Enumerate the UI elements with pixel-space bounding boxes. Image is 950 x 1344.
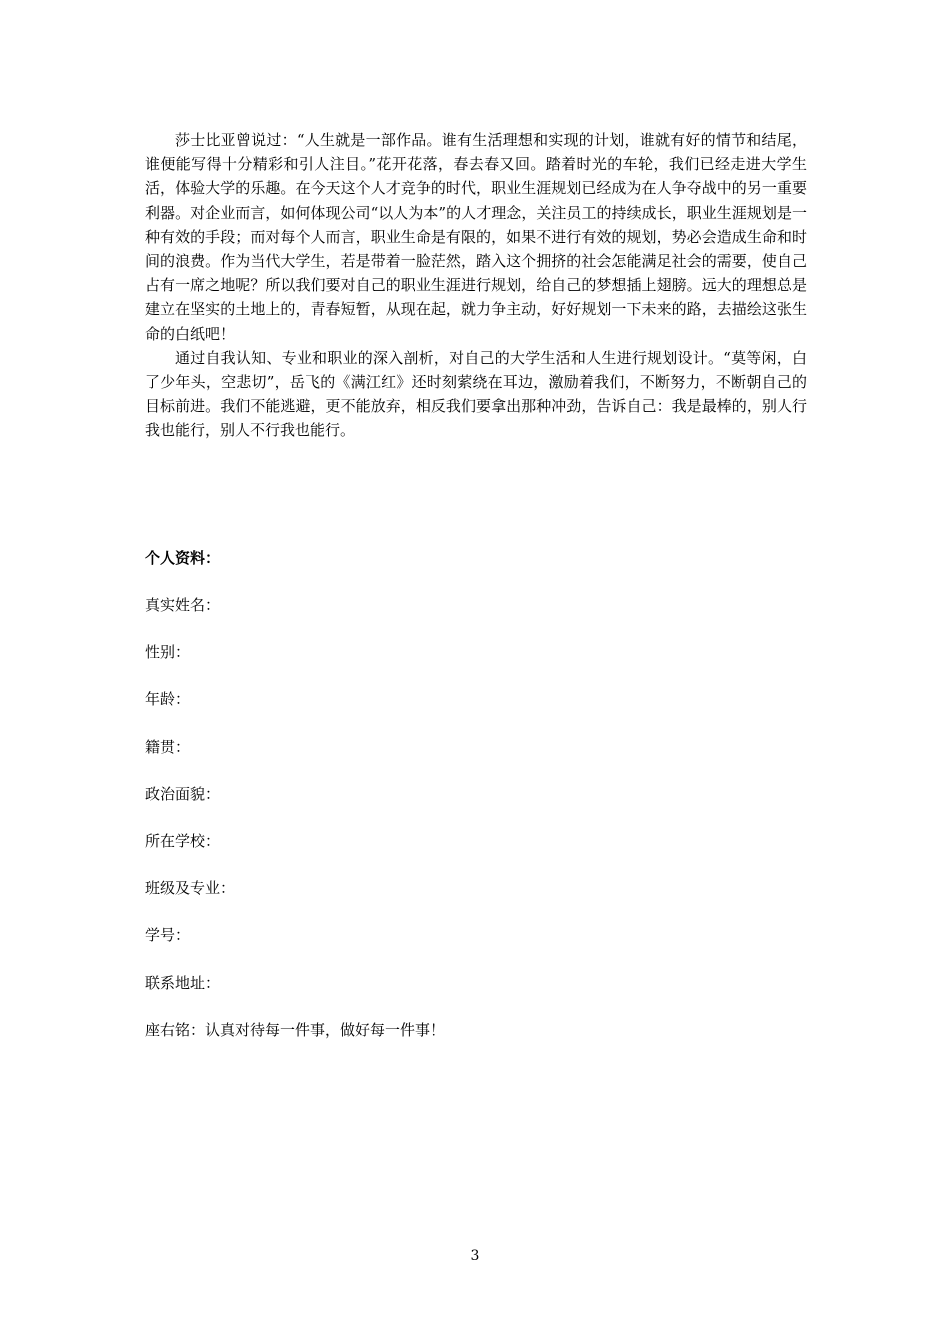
field-native-place: 籍贯： [145, 737, 191, 756]
field-motto: 座右铭：认真对待每一件事，做好每一件事！ [145, 1020, 446, 1039]
field-address: 联系地址： [145, 973, 221, 992]
field-age: 年龄： [145, 690, 191, 709]
page-number: 3 [470, 1248, 480, 1264]
field-student-id: 学号： [145, 926, 191, 945]
field-political-status: 政治面貌： [145, 784, 221, 803]
paragraph-2: 通过自我认知、专业和职业的深入剖析，对自己的大学生活和人生进行规划设计。“莫等闲，白了少年头，空悲切”，岳飞的《满江红》还时刻萦绕在耳边，激励着我们，不断努力，不断朝自己的目标前进。我们不能逃避，更不能放弃，相反我们要拿出那种冲劲，告诉自己：我是最棒的，别人行我也能行，别人不行我也能行。 [145, 348, 807, 440]
field-class-major: 班级及专业： [145, 879, 236, 898]
personal-profile-section [145, 547, 807, 1066]
field-school: 所在学校： [145, 831, 221, 850]
field-real-name: 真实姓名： [145, 596, 221, 614]
intro-text [145, 128, 807, 443]
paragraph-1: 莎士比亚曾说过：“人生就是一部作品。谁有生活理想和实现的计划，谁就有好的情节和结尾，谁便能写得十分精彩和引人注目。”花开花落，春去春又回。踏着时光的车轮，我们已经走进大学生活，体验大学的乐趣。在今天这个人才竞争的时代，职业生涯规划已经成为在人争夺战中的另一重要利器。对企业而言，如何体现公司“以人为本”的人才理念，关注员工的持续成长，职业生涯规划是一种有效的手段；而对每个人而言，职业生命是有限的，如果不进行有效的规划，势必会造成生命和时间的浪费。作为当代大学生，若是带着一脸茫然，踏入这个拥挤的社会怎能满足社会的需要，使自己占有一席之地呢？所以我们要对自己的职业生涯进行规划，给自己的梦想插上翅膀。远大的理想总是建立在坚实的土地上的，青春短暂，从现在起，就力争主动，好好规划一下未来的路，去描绘这张生命的白纸吧！ [145, 131, 807, 343]
field-gender: 性别： [145, 643, 191, 662]
profile-heading: 个人资料： [145, 549, 221, 567]
